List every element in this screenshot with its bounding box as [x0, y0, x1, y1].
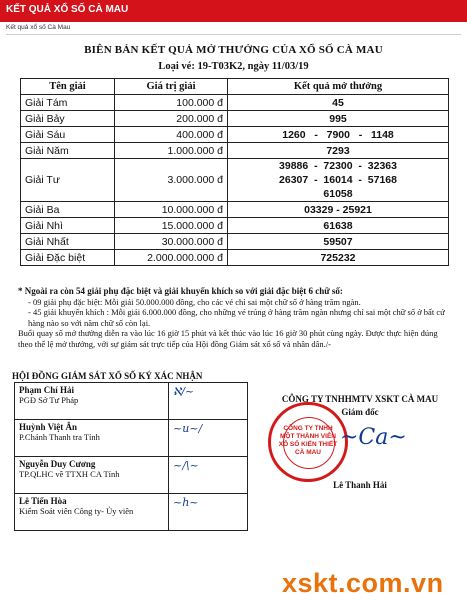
prize-result: 995 — [228, 111, 449, 127]
prize-value: 3.000.000 đ — [115, 159, 228, 202]
prize-result: 45 — [228, 95, 449, 111]
signature-cell — [169, 383, 248, 420]
prize-result: 1260 - 7900 - 1148 — [228, 127, 449, 143]
document-title: BIÊN BẢN KẾT QUẢ MỞ THƯỞNG CỦA XỔ SỐ CÀ MAU — [84, 44, 383, 56]
signature-mark: ~h~ — [173, 496, 199, 509]
council-title: HỘI ĐỒNG GIÁM SÁT XỔ SỐ KÝ XÁC NHẬN — [12, 371, 203, 381]
prize-name: Giải Sáu — [21, 127, 115, 143]
signer-name: Lê Tiến Hòa — [19, 496, 67, 506]
col-header-prize: Tên giải — [21, 79, 115, 95]
table-row — [21, 250, 449, 266]
company-stamp — [268, 402, 348, 482]
signer-cell — [15, 383, 169, 420]
col-header-value: Giá trị giải — [115, 79, 228, 95]
signer-name: Phạm Chí Hải — [19, 385, 75, 395]
stamp-line: CÔNG TY TNHH — [283, 425, 333, 432]
prize-value: 2.000.000.000 đ — [115, 250, 228, 266]
stamp-text — [271, 425, 345, 457]
prize-name: Giải Ba — [21, 202, 115, 218]
signer-name: Huỳnh Việt Ân — [19, 422, 78, 432]
prize-result: 61638 — [228, 218, 449, 234]
document-subtitle: Loại vé: 19-T03K2, ngày 11/03/19 — [158, 61, 309, 72]
signer-row — [15, 383, 248, 420]
prize-value: 15.000.000 đ — [115, 218, 228, 234]
signer-row — [15, 420, 248, 457]
note-special-consolation: - 09 giải phụ đặc biệt: Mỗi giải 50.000.000 đồng, cho các vé chỉ sai một chữ số ở hàng trăm ngàn. — [28, 296, 361, 307]
signer-cell — [15, 457, 169, 494]
table-row — [21, 127, 449, 143]
signer-row — [15, 457, 248, 494]
signature-mark: ~u~/ — [173, 422, 203, 435]
signature-mark: ℵ∕~ — [173, 385, 195, 398]
director-name: Lê Thanh Hải — [333, 480, 387, 490]
stamp-line: CÀ MAU — [295, 449, 321, 456]
prize-value: 100.000 đ — [115, 95, 228, 111]
prize-result: 59507 — [228, 234, 449, 250]
signer-role: TP.QLHC về TTXH CA Tỉnh — [19, 469, 120, 479]
note-encouragement: - 45 giải khuyến khích : Mỗi giải 6.000.000 đồng, cho những vé trúng ở hàng trăm ngàn nhưng chỉ sai một chữ số ở bất cứ hàng nào so với năm chữ số còn lại. — [28, 307, 445, 328]
prize-name: Giải Đặc biệt — [21, 250, 115, 266]
signer-row — [15, 494, 248, 531]
prize-name: Giải Năm — [21, 143, 115, 159]
col-header-result: Kết quả mở thưởng — [228, 79, 449, 95]
signature-cell — [169, 420, 248, 457]
note-draw-time: Buổi quay số mở thưởng diễn ra vào lúc 16 giờ 15 phút và kết thúc vào lúc 16 giờ 30 phút cùng ngày. Được thực hiện đúng theo thể lệ mở thưởng, với sự giám sát trực tiếp của Hội đồng Giám sát xổ số và nhân dân./- — [18, 328, 438, 349]
table-header-row — [21, 79, 449, 95]
signature-mark: ~/\~ — [173, 459, 199, 472]
prize-value: 30.000.000 đ — [115, 234, 228, 250]
director-signature: ~Ca~ — [340, 425, 407, 450]
prize-result-multi — [228, 159, 449, 202]
signer-cell — [15, 420, 169, 457]
results-table — [20, 78, 449, 266]
signer-role: P.Chánh Thanh tra Tỉnh — [19, 432, 100, 442]
signature-cell — [169, 494, 248, 531]
prize-value: 400.000 đ — [115, 127, 228, 143]
signer-role: Kiểm Soát viên Công ty- Ủy viên — [19, 506, 134, 516]
table-row — [21, 143, 449, 159]
watermark: xskt.com.vn — [282, 568, 444, 598]
prize-name: Giải Bảy — [21, 111, 115, 127]
signature-cell — [169, 457, 248, 494]
notes-block — [18, 286, 452, 349]
signer-cell — [15, 494, 169, 531]
result-line: 26307 - 16014 - 57168 — [279, 174, 397, 186]
breadcrumb[interactable]: Kết quả xổ số Cà Mau — [6, 24, 71, 31]
prize-value: 10.000.000 đ — [115, 202, 228, 218]
table-row — [21, 202, 449, 218]
prize-name: Giải Nhì — [21, 218, 115, 234]
signer-name: Nguyễn Duy Cương — [19, 459, 96, 469]
prize-value: 1.000.000 đ — [115, 143, 228, 159]
result-line: 61058 — [323, 188, 353, 200]
header-title[interactable]: KẾT QUẢ XỔ SỐ CÀ MAU — [6, 4, 129, 15]
prize-result: 725232 — [228, 250, 449, 266]
signer-role: PGĐ Sở Tư Pháp — [19, 395, 79, 405]
prize-value: 200.000 đ — [115, 111, 228, 127]
director-position: Giám đốc — [341, 407, 379, 417]
divider — [6, 34, 461, 35]
table-row — [21, 234, 449, 250]
prize-name: Giải Tám — [21, 95, 115, 111]
prize-result: 7293 — [228, 143, 449, 159]
note-extra-prizes: * Ngoài ra còn 54 giải phụ đặc biệt và giải khuyến khích so với giải đặc biệt 6 chữ số: — [18, 286, 343, 296]
table-row — [21, 218, 449, 234]
table-row — [21, 95, 449, 111]
stamp-line: XỔ SỐ KIẾN THIẾT — [278, 441, 338, 448]
signers-table — [14, 382, 248, 531]
prize-name: Giải Nhất — [21, 234, 115, 250]
result-line: 39886 - 72300 - 32363 — [279, 160, 397, 172]
company-name: CÔNG TY TNHHMTV XSKT CÀ MAU — [281, 394, 439, 404]
stamp-line: MỘT THÀNH VIÊN — [280, 433, 336, 440]
table-row — [21, 159, 449, 202]
prize-result: 03329 - 25921 — [228, 202, 449, 218]
prize-name: Giải Tư — [21, 159, 115, 202]
table-row — [21, 111, 449, 127]
header-bar — [0, 0, 467, 22]
